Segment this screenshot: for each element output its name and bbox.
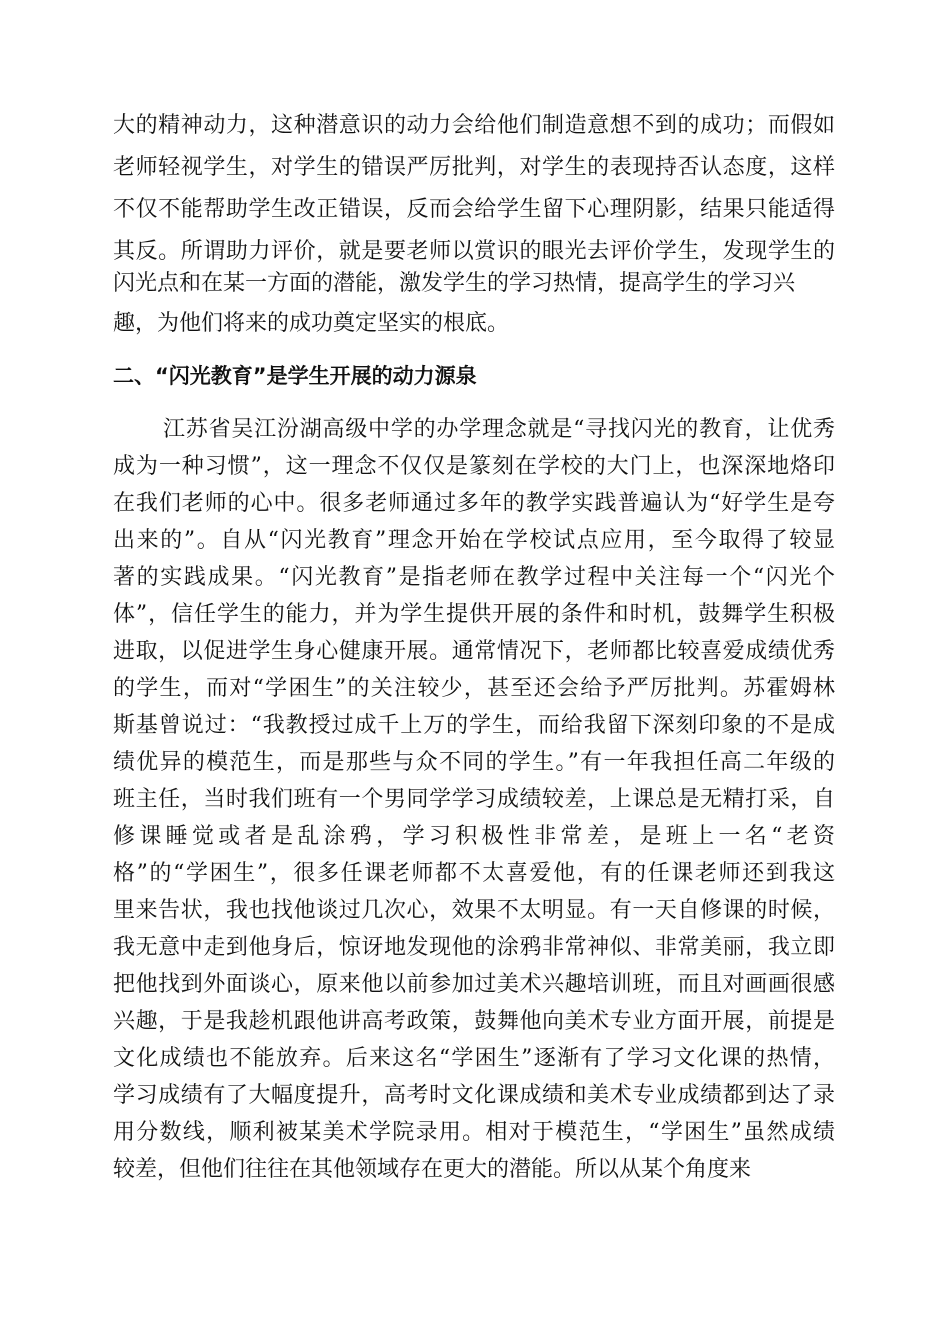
paragraph-line: 老师轻视学生，对学生的错误严厉批判，对学生的表现持否认态度，这样 [113,155,835,180]
paragraph-line: 在我们老师的心中。很多老师通过多年的教学实践普遍认为“好学生是夸 [113,491,835,516]
paragraph-line: 兴趣，于是我趁机跟他讲高考政策，鼓舞他向美术专业方面开展，前提是 [113,1009,835,1034]
paragraph-line: 修课睡觉或者是乱涂鸦，学习积极性非常差，是班上一名“老资 [113,824,835,849]
paragraph-line: 成为一种习惯”，这一理念不仅仅是篆刻在学校的大门上，也深深地烙印 [113,454,835,479]
paragraph-line: 大的精神动力，这种潜意识的动力会给他们制造意想不到的成功；而假如 [113,113,835,138]
paragraph-line: 学习成绩有了大幅度提升，高考时文化课成绩和美术专业成绩都到达了录 [113,1083,835,1108]
paragraph-line: 班主任，当时我们班有一个男同学学习成绩较差，上课总是无精打采，自 [113,787,835,812]
paragraph-line: 进取，以促进学生身心健康开展。通常情况下，老师都比较喜爱成绩优秀 [113,639,835,664]
paragraph-line: 不仅不能帮助学生改正错误，反而会给学生留下心理阴影，结果只能适得 [113,197,835,222]
paragraph-line: 其反。所谓助力评价，就是要老师以赏识的眼光去评价学生，发现学生的 [113,239,835,264]
section-heading: 二、“闪光教育”是学生开展的动力源泉 [113,364,477,388]
paragraph-line: 著的实践成果。“闪光教育”是指老师在教学过程中关注每一个“闪光个 [113,565,835,590]
paragraph-line: 闪光点和在某一方面的潜能，激发学生的学习热情，提高学生的学习兴 [113,271,796,296]
paragraph-line: 出来的”。自从“闪光教育”理念开始在学校试点应用，至今取得了较显 [113,528,835,553]
paragraph-line: 趣，为他们将来的成功奠定坚实的根底。 [113,311,510,336]
paragraph-line: 我无意中走到他身后，惊讶地发现他的涂鸦非常神似、非常美丽，我立即 [113,935,835,960]
paragraph-line: 的学生，而对“学困生”的关注较少，甚至还会给予严厉批判。苏霍姆林 [113,676,835,701]
paragraph-line: 文化成绩也不能放弃。后来这名“学困生”逐渐有了学习文化课的热情， [113,1046,835,1071]
paragraph-line: 江苏省吴江汾湖高级中学的办学理念就是“寻找闪光的教育，让优秀 [163,417,835,442]
paragraph-line: 里来告状，我也找他谈过几次心，效果不太明显。有一天自修课的时候， [113,898,835,923]
paragraph-line: 用分数线，顺利被某美术学院录用。相对于模范生，“学困生”虽然成绩 [113,1120,835,1145]
paragraph-line: 格”的“学困生”，很多任课老师都不太喜爱他，有的任课老师还到我这 [113,861,835,886]
paragraph-line: 斯基曾说过：“我教授过成千上万的学生，而给我留下深刻印象的不是成 [113,713,835,738]
paragraph-line: 绩优异的模范生，而是那些与众不同的学生。”有一年我担任高二年级的 [113,750,835,775]
paragraph-line: 体”，信任学生的能力，并为学生提供开展的条件和时机，鼓舞学生积极 [113,602,835,627]
paragraph-line: 把他找到外面谈心，原来他以前参加过美术兴趣培训班，而且对画画很感 [113,972,835,997]
paragraph-line: 较差，但他们往往在其他领域存在更大的潜能。所以从某个角度来 [113,1157,752,1182]
